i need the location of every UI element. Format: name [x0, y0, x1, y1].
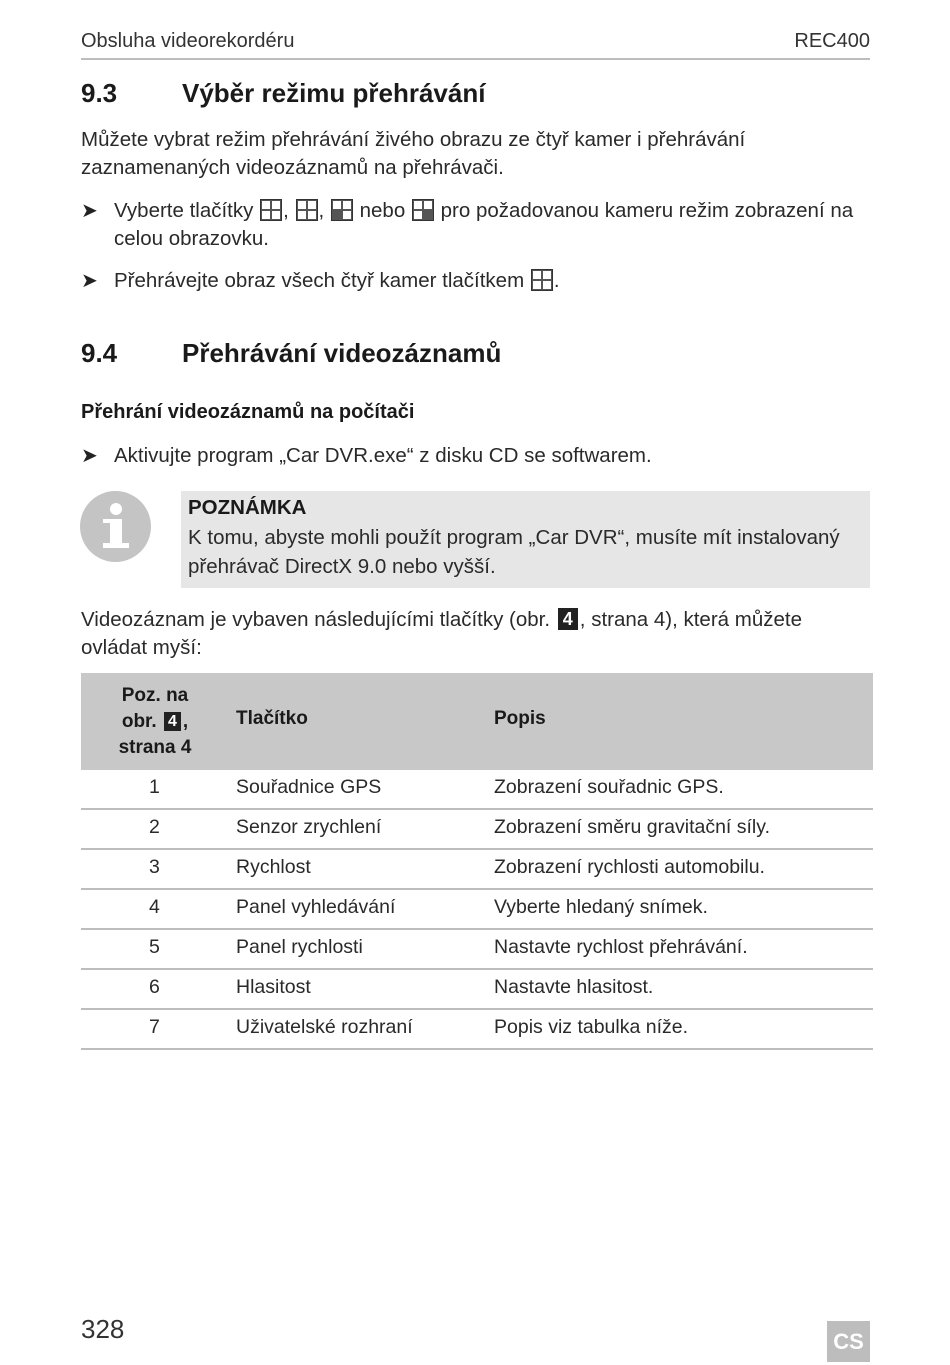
note-title: POZNÁMKA [188, 496, 307, 519]
language-badge: CS [827, 1321, 870, 1362]
section-number: 9.3 [81, 78, 118, 108]
header-button: Tlačítko [236, 708, 308, 729]
subheading: Přehrání videozáznamů na počítači [81, 401, 415, 423]
note-box [181, 491, 870, 588]
cell-description: Nastavte hlasitost. [494, 976, 654, 998]
quad-all-icon [531, 269, 553, 291]
cell-position: 7 [149, 1016, 160, 1038]
cell-button: Senzor zrychlení [236, 816, 382, 838]
cell-position: 3 [149, 856, 160, 878]
header-position: Poz. na obr. 4 , strana 4 [118, 685, 192, 758]
section-number: 9.4 [81, 338, 118, 368]
cell-description: Zobrazení směru gravitační síly. [494, 816, 770, 838]
figure-reference: 4 [164, 712, 181, 731]
table-header [81, 673, 873, 770]
running-header [81, 28, 870, 60]
step-text-or: nebo [359, 199, 406, 222]
separator: , [283, 199, 289, 222]
quad-top-left-icon [260, 199, 282, 221]
instruction-text [114, 197, 874, 253]
table-row [81, 1010, 873, 1050]
step-text: pro požadovanou kameru režim zobrazení na celou obrazovku. [114, 199, 854, 250]
cell-position: 4 [149, 896, 160, 918]
intro-text: Videozáznam je vybaven následujícími tlačítky (obr. [81, 608, 551, 631]
cell-description: Nastavte rychlost přehrávání. [494, 936, 748, 958]
period: . [553, 269, 560, 292]
page-number: 328 [81, 1314, 125, 1344]
buttons-intro [81, 606, 871, 662]
step-text: Vyberte tlačítky [114, 199, 254, 222]
note-text: K tomu, abyste mohli použít program „Car DVR“, musíte mít instalovaný přehrávač DirectX 9.0 nebo vyšší. [188, 526, 840, 578]
table-row [81, 810, 873, 850]
arrow-icon: ➤ [81, 445, 98, 467]
cell-description: Popis viz tabulka níže. [494, 1016, 689, 1038]
header-title: Obsluha videorekordéru [81, 30, 295, 52]
instruction-text [114, 267, 874, 295]
cell-button: Panel rychlosti [236, 936, 363, 958]
cell-button: Panel vyhledávání [236, 896, 396, 918]
table-row [81, 890, 873, 930]
table-row [81, 850, 873, 890]
intro-text: , strana 4), která můžete ovládat myší: [81, 608, 802, 659]
figure-reference: 4 [558, 608, 578, 630]
quad-bottom-left-icon [331, 199, 353, 221]
separator: , [318, 199, 325, 222]
cell-description: Zobrazení souřadnic GPS. [494, 776, 724, 798]
section-title: Přehrávání videozáznamů [182, 338, 502, 368]
instruction-text: Aktivujte program „Car DVR.exe“ z disku CD se softwarem. [114, 444, 652, 467]
cell-button: Hlasitost [236, 976, 311, 998]
cell-position: 1 [149, 776, 160, 798]
section-title: Výběr režimu přehrávání [182, 78, 486, 108]
cell-description: Vyberte hledaný snímek. [494, 896, 708, 918]
info-icon [80, 491, 151, 562]
table-row [81, 930, 873, 970]
cell-description: Zobrazení rychlosti automobilu. [494, 856, 765, 878]
quad-bottom-right-icon [412, 199, 434, 221]
cell-position: 2 [149, 816, 160, 838]
cell-button: Souřadnice GPS [236, 776, 382, 798]
header-description: Popis [494, 708, 546, 729]
arrow-icon: ➤ [81, 270, 98, 292]
header-model: REC400 [794, 30, 870, 52]
table-row [81, 970, 873, 1010]
cell-button: Uživatelské rozhraní [236, 1016, 413, 1038]
cell-button: Rychlost [236, 856, 311, 878]
arrow-icon: ➤ [81, 200, 98, 222]
cell-position: 6 [149, 976, 160, 998]
cell-position: 5 [149, 936, 160, 958]
step-text: Přehrávejte obraz všech čtyř kamer tlačítkem [114, 269, 525, 292]
table-row [81, 770, 873, 810]
section-intro: Můžete vybrat režim přehrávání živého obrazu ze čtyř kamer i přehrávání zaznamenaných videozáznamů na přehrávači. [81, 128, 746, 179]
quad-top-right-icon [296, 199, 318, 221]
